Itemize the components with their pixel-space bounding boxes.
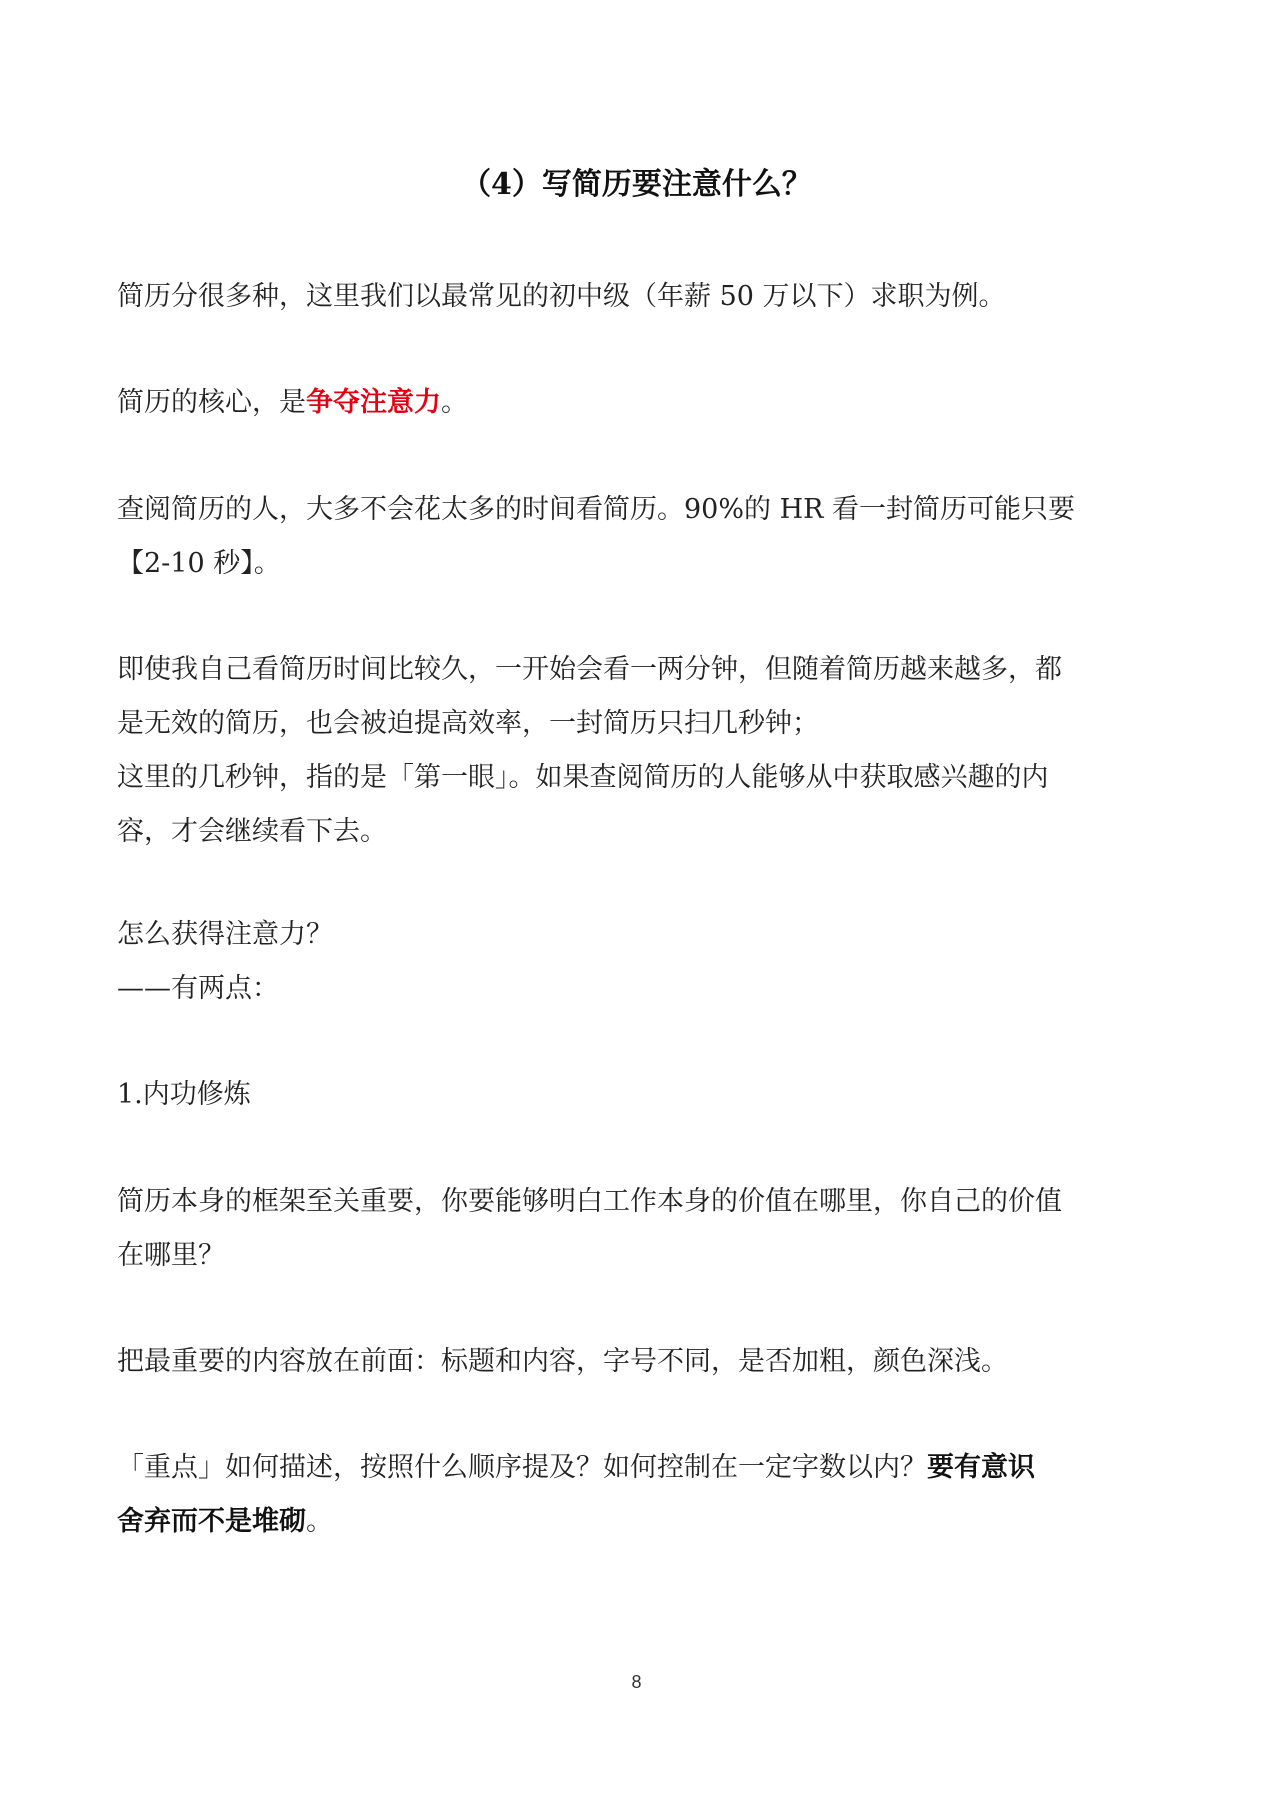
- paragraph-text: 把最重要的内容放在前面：标题和内容，字号不同，是否加粗，颜色深浅。: [117, 1346, 1008, 1377]
- paragraph-line: 【2-10 秒】。: [117, 548, 281, 579]
- paragraph-framework: [117, 1175, 1167, 1283]
- bold-text: 要有意识: [927, 1452, 1035, 1483]
- paragraph-hr-time: [117, 483, 1167, 591]
- paragraph-core: [117, 376, 1167, 430]
- section-title: （4）写简历要注意什么？: [461, 167, 812, 202]
- paragraph-line: 这里的几秒钟，指的是「第一眼」。如果查阅简历的人能够从中获取感兴趣的内: [117, 762, 1049, 793]
- bold-text: 舍弃而不是堆砌: [117, 1506, 306, 1537]
- paragraph-line: 在哪里？: [117, 1240, 225, 1271]
- paragraph-text: 。: [306, 1506, 333, 1537]
- paragraph-text: 「重点」如何描述，按照什么顺序提及？如何控制在一定字数以内？: [117, 1452, 927, 1483]
- page-number: 8: [631, 1672, 642, 1692]
- paragraph-line: 即使我自己看简历时间比较久，一开始会看一两分钟，但随着简历越来越多，都: [117, 654, 1062, 685]
- paragraph-text: 1.内功修炼: [117, 1079, 251, 1110]
- paragraph-intro: [117, 270, 1167, 324]
- paragraph-key-points: [117, 1441, 1167, 1549]
- paragraph-text: 简历的核心，是: [117, 387, 306, 418]
- paragraph-line: 是无效的简历，也会被迫提高效率，一封简历只扫几秒钟；: [117, 708, 819, 739]
- paragraph-text: 简历分很多种，这里我们以最常见的初中级（年薪 50 万以下）求职为例。: [117, 281, 1006, 312]
- paragraph-line: ——有两点：: [117, 973, 279, 1004]
- paragraph-line: 容，才会继续看下去。: [117, 816, 387, 847]
- list-heading: [117, 1068, 1167, 1122]
- paragraph-line: 怎么获得注意力？: [117, 919, 333, 950]
- paragraph-priority: [117, 1335, 1167, 1389]
- paragraph-how-attention: [117, 908, 1167, 1016]
- emphasis-text: 争夺注意力: [306, 387, 441, 418]
- paragraph-personal-experience: [117, 643, 1167, 859]
- paragraph-line: 简历本身的框架至关重要，你要能够明白工作本身的价值在哪里，你自己的价值: [117, 1186, 1062, 1217]
- paragraph-text: 。: [441, 387, 468, 418]
- paragraph-line: 查阅简历的人，大多不会花太多的时间看简历。90%的 HR 看一封简历可能只要: [117, 494, 1076, 525]
